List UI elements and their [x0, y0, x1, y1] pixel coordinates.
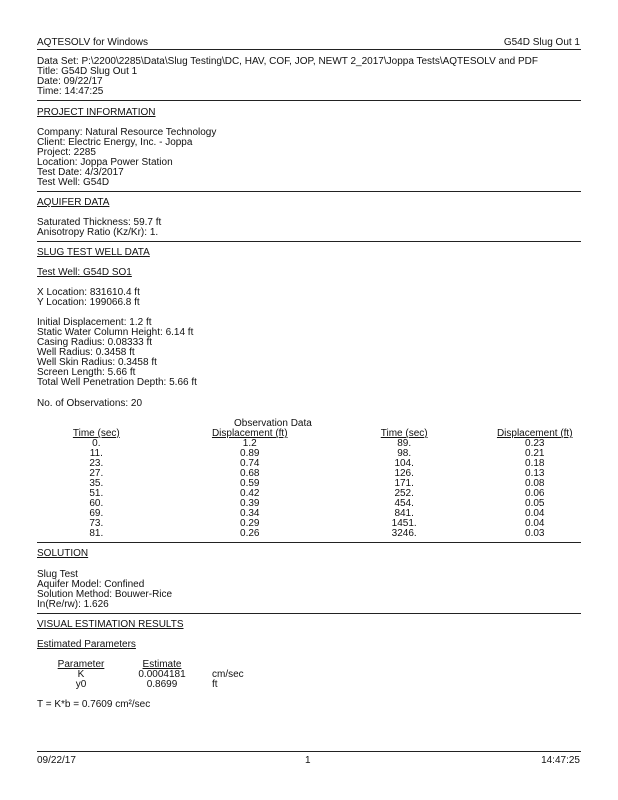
table-cell: 1.2	[242, 438, 257, 449]
param-value: 0.8699	[146, 679, 178, 690]
solution-block	[37, 570, 172, 610]
table-cell: 841.	[394, 508, 414, 519]
section-rule	[37, 613, 581, 614]
title-line: Title: G54D Slug Out 1	[37, 66, 138, 77]
visual-heading: VISUAL ESTIMATION RESULTS	[37, 619, 184, 630]
table-cell: 0.03	[525, 528, 545, 539]
aquifer-line: Saturated Thickness: 59.7 ft	[37, 217, 162, 228]
table-cell: 0.39	[240, 498, 260, 509]
table-cell: 0.13	[525, 468, 545, 479]
well-param-line: Screen Length: 5.66 ft	[37, 367, 136, 378]
well-location-line: Y Location: 199066.8 ft	[37, 297, 140, 308]
table-cell: 0.26	[240, 528, 260, 539]
table-cell: 0.21	[525, 448, 545, 459]
well-param-line: Casing Radius: 0.08333 ft	[37, 337, 153, 348]
table-cell: 0.04	[525, 508, 545, 519]
solution-line: Aquifer Model: Confined	[37, 579, 145, 590]
column-header: Parameter	[57, 659, 105, 670]
project-line: Client: Electric Energy, Inc. - Joppa	[37, 137, 193, 148]
table-cell: 3246.	[391, 528, 417, 539]
table-cell: 0.89	[240, 448, 260, 459]
project-line: Location: Joppa Power Station	[37, 157, 173, 168]
table-cell: 0.06	[525, 488, 545, 499]
param-name: y0	[75, 679, 87, 690]
table-cell: 0.18	[525, 458, 545, 469]
param-unit: ft	[212, 679, 218, 690]
project-line: Company: Natural Resource Technology	[37, 127, 217, 138]
header-rule	[37, 49, 581, 50]
estimates-table	[50, 660, 262, 690]
table-cell: 0.42	[240, 488, 260, 499]
table-cell: 60.	[89, 498, 104, 509]
param-unit: cm/sec	[212, 669, 244, 680]
table-row	[50, 529, 618, 539]
time-line: Time: 14:47:25	[37, 86, 104, 97]
solution-line: Slug Test	[37, 569, 78, 580]
table-row	[50, 680, 262, 690]
aquifer-block	[37, 218, 161, 238]
column-header: Time (sec)	[380, 428, 428, 439]
project-block	[37, 128, 216, 188]
solution-line: Solution Method: Bouwer-Rice	[37, 589, 173, 600]
column-header: Displacement (ft)	[211, 428, 288, 439]
aquifer-line: Anisotropy Ratio (Kz/Kr): 1.	[37, 227, 159, 238]
section-rule	[37, 100, 581, 101]
well-param-line: Well Radius: 0.3458 ft	[37, 347, 135, 358]
table-cell: 1451.	[391, 518, 417, 529]
project-line: Test Well: G54D	[37, 177, 110, 188]
table-cell: 0.29	[240, 518, 260, 529]
well-heading: SLUG TEST WELL DATA	[37, 247, 150, 258]
project-line: Project: 2285	[37, 147, 96, 158]
footer-time: 14:47:25	[541, 755, 580, 766]
table-cell: 89.	[397, 438, 412, 449]
app-name: AQTESOLV for Windows	[37, 37, 148, 48]
transmissivity-line: T = K*b = 0.7609 cm²/sec	[37, 699, 151, 710]
table-cell: 81.	[89, 528, 104, 539]
table-cell: 0.04	[525, 518, 545, 529]
observation-caption: Observation Data	[234, 418, 312, 429]
column-header: Estimate	[142, 659, 182, 670]
param-name: K	[77, 669, 85, 680]
table-cell: 98.	[397, 448, 412, 459]
observation-count: No. of Observations: 20	[37, 398, 143, 409]
column-header: Time (sec)	[72, 428, 120, 439]
table-cell: 0.23	[525, 438, 545, 449]
param-value: 0.0004181	[138, 669, 186, 680]
aquifer-heading: AQUIFER DATA	[37, 197, 110, 208]
project-line: Test Date: 4/3/2017	[37, 167, 124, 178]
table-cell: 0.59	[240, 478, 260, 489]
table-cell: 0.08	[525, 478, 545, 489]
table-cell: 104.	[394, 458, 414, 469]
solution-line: In(Re/rw): 1.626	[37, 599, 109, 610]
well-param-line: Initial Displacement: 1.2 ft	[37, 317, 152, 328]
table-cell: 0.34	[240, 508, 260, 519]
table-cell: 11.	[89, 448, 103, 459]
section-rule	[37, 191, 581, 192]
well-param-line: Static Water Column Height: 6.14 ft	[37, 327, 194, 338]
page-number: 1	[305, 755, 311, 766]
footer-rule	[37, 751, 581, 752]
table-cell: 69.	[89, 508, 104, 519]
column-header: Displacement (ft)	[496, 428, 573, 439]
document-name: G54D Slug Out 1	[503, 37, 580, 48]
table-cell: 0.05	[525, 498, 545, 509]
table-cell: 0.	[92, 438, 101, 449]
observation-table	[50, 429, 618, 539]
table-cell: 23.	[89, 458, 104, 469]
project-heading: PROJECT INFORMATION	[37, 107, 156, 118]
table-cell: 73.	[89, 518, 104, 529]
section-rule	[37, 241, 581, 242]
footer-date: 09/22/17	[37, 755, 76, 766]
date-line: Date: 09/22/17	[37, 76, 103, 87]
table-cell: 35.	[89, 478, 104, 489]
table-cell: 51.	[89, 488, 104, 499]
data-set-line: Data Set: P:\2200\2285\Data\Slug Testing\DC, HAV, COF, JOP, NEWT 2_2017\Joppa Tests\AQTESOLV and PDF	[37, 56, 539, 67]
table-cell: 0.68	[240, 468, 260, 479]
well-location-block	[37, 288, 140, 308]
well-param-line: Well Skin Radius: 0.3458 ft	[37, 357, 157, 368]
meta-block	[37, 57, 538, 97]
section-rule	[37, 542, 581, 543]
well-location-line: X Location: 831610.4 ft	[37, 287, 140, 298]
table-cell: 252.	[394, 488, 414, 499]
table-cell: 0.74	[240, 458, 260, 469]
well-params-block	[37, 318, 197, 388]
table-cell: 171.	[394, 478, 414, 489]
test-well-subheading: Test Well: G54D SO1	[37, 267, 132, 278]
estimated-params-subheading: Estimated Parameters	[37, 639, 136, 650]
solution-heading: SOLUTION	[37, 548, 89, 559]
well-param-line: Total Well Penetration Depth: 5.66 ft	[37, 377, 197, 388]
table-cell: 126.	[394, 468, 414, 479]
table-cell: 27.	[89, 468, 104, 479]
table-cell: 454.	[394, 498, 414, 509]
